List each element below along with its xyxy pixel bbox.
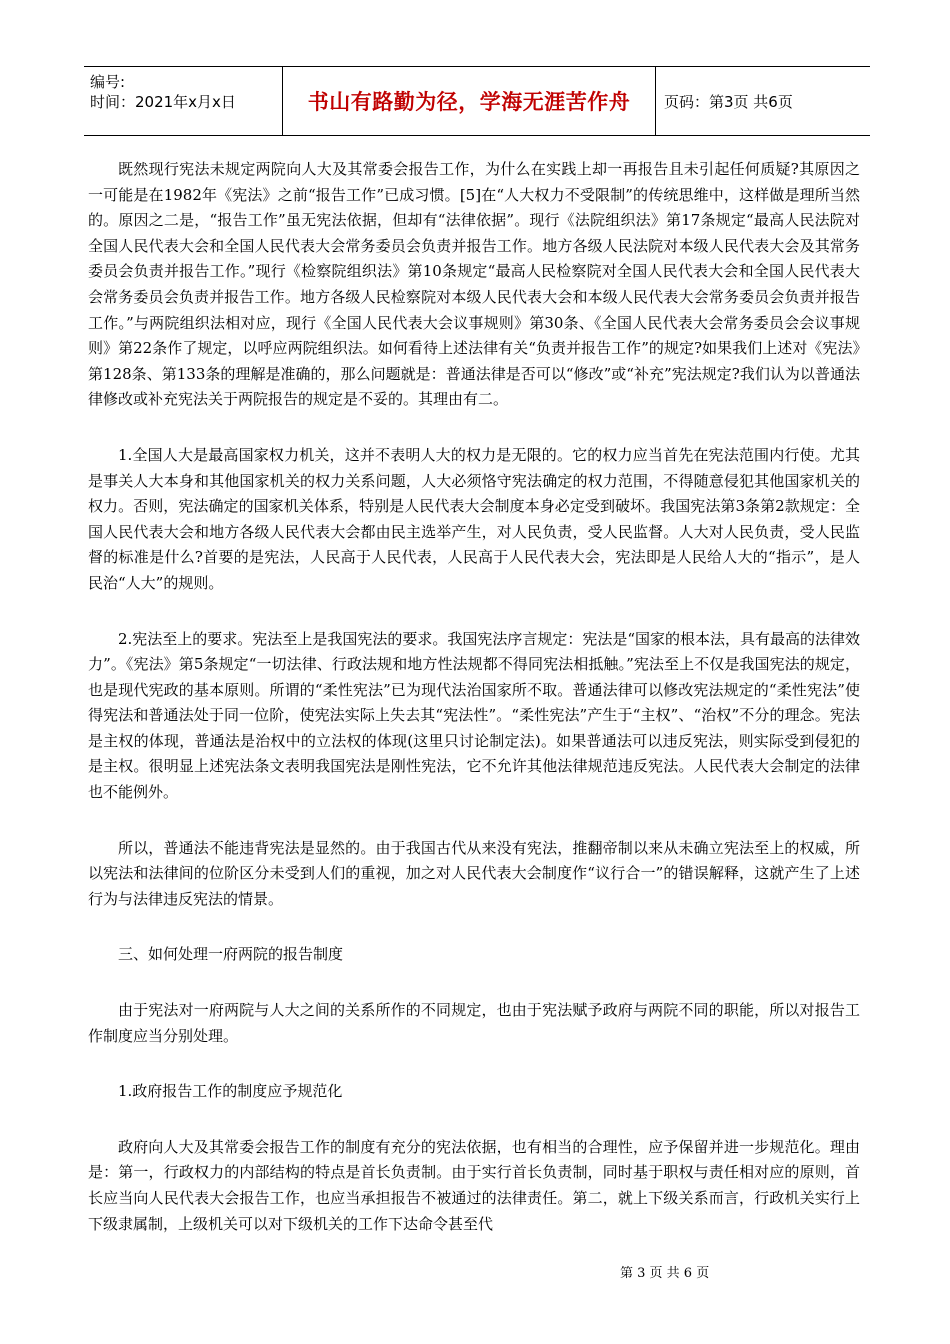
page-footer: 第 3 页 共 6 页 (620, 1266, 710, 1281)
paragraph-constitution-reporting: 既然现行宪法未规定两院向人大及其常委会报告工作，为什么在实践上却一再报告且未引起任何质疑?其原因之一可能是在1982年《宪法》之前“报告工作”已成习惯。[5]在“人大权力不受限制”的传统思维中，这样做是理所当然的。原因之二是，“报告工作”虽无宪法依据，但却有“法律依据”。现行《法院组织法》第17条规定“最高人民法院对全国人民代表大会和全国人民代表大会常务委员会负责并报告工作。地方各级人民法院对本级人民代表大会及其常务委员会负责并报告工作。”现行《检察院组织法》第10条规定“最高人民检察院对全国人民代表大会和全国人民代表大会常务委员会负责并报告工作。地方各级人民检察院对本级人民代表大会和本级人民代表大会常务委员会负责并报告工作。”与两院组织法相对应，现行《全国人民代表大会议事规则》第30条、《全国人民代表大会常务委员会会议事规则》第22条作了规定，以呼应两院组织法。如何看待上述法律有关“负责并报告工作”的规定?如果我们上述对《宪法》第128条、第133条的理解是准确的，那么问题就是：普通法律是否可以“修改”或“补充”宪法规定?我们认为以普通法律修改或补充宪法关于两院报告的规定是不妥的。其理由有二。 (88, 160, 860, 409)
header-meta-cell (84, 67, 283, 135)
section-heading-3: 三、如何处理一府两院的报告制度 (118, 945, 344, 964)
page-header (84, 66, 870, 136)
document-body (88, 157, 860, 1267)
document-number-label: 编号: (90, 73, 126, 91)
header-page-cell (656, 67, 870, 135)
header-motto-cell (283, 67, 656, 135)
header-motto: 书山有路勤为径，学海无涯苦作舟 (307, 90, 631, 114)
paragraph-point-1-npc-power: 1.全国人大是最高国家权力机关，这并不表明人大的权力是无限的。它的权力应当首先在宪法范围内行使。尤其是事关人大本身和其他国家机关的权力关系问题，人大必须恪守宪法确定的权力范围，不得随意侵犯其他国家机关的权力。否则，宪法确定的国家机关体系，特别是人民代表大会制度本身必定受到破坏。我国宪法第3条第2款规定：全国人民代表大会和地方各级人民代表大会都由民主选举产生，对人民负责，受人民监督。人大对人民负责，受人民监督的标准是什么?首要的是宪法，人民高于人民代表，人民高于人民代表大会，宪法即是人民给人大的“指示”，是人民治“人大”的规则。 (88, 445, 860, 592)
paragraph-point-2-constitutional-supremacy: 2.宪法至上的要求。宪法至上是我国宪法的要求。我国宪法序言规定：宪法是“国家的根本法，具有最高的法律效力”。《宪法》第5条规定“一切法律、行政法规和地方性法规都不得同宪法相抵触。”宪法至上不仅是我国宪法的规定，也是现代宪政的基本原则。所谓的“柔性宪法”已为现代法治国家所不取。普通法律可以修改宪法规定的“柔性宪法”使得宪法和普通法处于同一位阶，使宪法实际上失去其“宪法性”。“柔性宪法”产生于“主权”、“治权”不分的理念。宪法是主权的体现，普通法是治权中的立法权的体现(这里只讨论制定法)。如果普通法可以违反宪法，则实际受到侵犯的是主权。很明显上述宪法条文表明我国宪法是刚性宪法，它不允许其他法律规范违反宪法。人民代表大会制定的法律也不能例外。 (88, 629, 860, 802)
subheading-government-report: 1.政府报告工作的制度应予规范化 (118, 1082, 343, 1101)
header-page-info: 页码：第3页 共6页 (664, 92, 793, 111)
paragraph-section-3-intro: 由于宪法对一府两院与人大之间的关系所作的不同规定，也由于宪法赋予政府与两院不同的职能，所以对报告工作制度应当分别处理。 (88, 1001, 860, 1045)
document-time-label: 时间：2021年x月x日 (90, 93, 236, 111)
paragraph-government-report: 政府向人大及其常委会报告工作的制度有充分的宪法依据，也有相当的合理性，应予保留并进一步规范化。理由是：第一，行政权力的内部结构的特点是首长负责制。由于实行首长负责制，同时基于职权与责任相对应的原则，首长应当向人民代表大会报告工作，也应当承担报告不被通过的法律责任。第二，就上下级关系而言，行政机关实行上下级隶属制，上级机关可以对下级机关的工作下达命令甚至代 (88, 1137, 860, 1233)
paragraph-conclusion: 所以，普通法不能违背宪法是显然的。由于我国古代从来没有宪法，推翻帝制以来从未确立宪法至上的权威，所以宪法和法律间的位阶区分未受到人们的重视，加之对人民代表大会制度作“议行合一”的错误解释，这就产生了上述行为与法律违反宪法的情景。 (88, 838, 860, 908)
